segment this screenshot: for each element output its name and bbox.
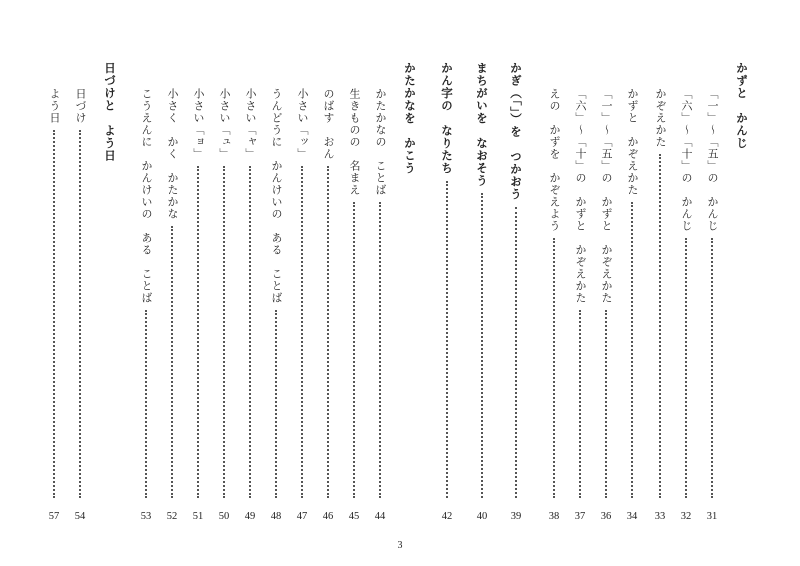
toc-section [399, 62, 421, 522]
toc-entry [543, 88, 565, 522]
toc-section [436, 62, 458, 522]
toc-page-number: 49 [244, 511, 256, 522]
leader-dots [353, 202, 355, 498]
toc-title: 「一」〜「五」の かずと かぞえかた [600, 88, 613, 304]
leader-dots [197, 166, 199, 498]
toc-page-number: 32 [680, 511, 692, 522]
leader-dots [659, 154, 661, 498]
toc-entry [265, 88, 287, 522]
leader-dots [579, 310, 581, 498]
toc-section [471, 62, 493, 522]
toc-title: 日づけと よう日 [103, 62, 117, 162]
toc-title: かずと かんじ [735, 62, 749, 150]
toc-entry [701, 88, 723, 522]
toc-title: 「一」〜「五」の かんじ [706, 88, 719, 232]
leader-dots [711, 238, 713, 498]
leader-dots [446, 181, 448, 499]
toc-title: かずと かぞえかた [626, 88, 639, 196]
toc-entry [239, 88, 261, 522]
leader-dots [53, 130, 55, 498]
toc-entry [649, 88, 671, 522]
leader-dots [481, 193, 483, 498]
leader-dots [171, 226, 173, 498]
leader-dots [327, 166, 329, 498]
toc-title: かぎ（「」）を つかおう [509, 62, 523, 201]
toc-entry [621, 88, 643, 522]
toc-page-number: 53 [140, 511, 152, 522]
leader-dots [631, 202, 633, 498]
leader-dots [223, 166, 225, 498]
toc-entry [43, 88, 65, 522]
toc-title: 「六」〜「十」の かずと かぞえかた [574, 88, 587, 304]
toc-section [731, 62, 753, 522]
toc-title: 小さく かく かたかな [166, 88, 179, 220]
page-number: 3 [397, 540, 403, 551]
toc-title: よう日 [48, 88, 61, 124]
toc-page-number: 57 [48, 511, 60, 522]
toc-page-number: 39 [510, 511, 522, 522]
toc-section [505, 62, 527, 522]
toc-page-number: 54 [74, 511, 86, 522]
toc-title: かたかなの ことば [374, 88, 387, 196]
toc-title: こうえんに かんけいの ある ことば [140, 88, 153, 304]
toc-entry [161, 88, 183, 522]
leader-dots [379, 202, 381, 498]
toc-title: かん字の なりたち [440, 62, 454, 175]
toc-entry [69, 88, 91, 522]
toc-title: 日づけ [74, 88, 87, 124]
toc-page-number: 36 [600, 511, 612, 522]
toc-page-number: 42 [441, 511, 453, 522]
toc-title: まちがいを なおそう [475, 62, 489, 187]
leader-dots [275, 310, 277, 498]
leader-dots [605, 310, 607, 498]
leader-dots [145, 310, 147, 498]
toc-entry [187, 88, 209, 522]
toc-entry [343, 88, 365, 522]
toc-title: かぞえかた [654, 88, 667, 148]
toc-page-number: 47 [296, 511, 308, 522]
toc-page-number: 38 [548, 511, 560, 522]
toc-page-number: 52 [166, 511, 178, 522]
toc-entry [675, 88, 697, 522]
leader-dots [553, 238, 555, 498]
toc-section [99, 62, 121, 522]
toc-page-number: 50 [218, 511, 230, 522]
toc-page-number: 48 [270, 511, 282, 522]
toc-page-number: 37 [574, 511, 586, 522]
toc-page-number: 33 [654, 511, 666, 522]
toc-page-number: 44 [374, 511, 386, 522]
leader-dots [685, 238, 687, 498]
toc-title: 生きものの 名まえ [348, 88, 361, 196]
toc-page-number: 46 [322, 511, 334, 522]
toc-page-number: 40 [476, 511, 488, 522]
leader-dots [249, 166, 251, 498]
toc-page-number: 34 [626, 511, 638, 522]
toc-entry [369, 88, 391, 522]
toc-entry [595, 88, 617, 522]
toc-title: うんどうに かんけいの ある ことば [270, 88, 283, 304]
toc-entry [291, 88, 313, 522]
toc-page-number: 51 [192, 511, 204, 522]
toc-entry [569, 88, 591, 522]
toc-title: えの かずを かぞえよう [548, 88, 561, 232]
toc-title: 小さい「ャ」 [244, 88, 257, 160]
leader-dots [515, 207, 517, 499]
toc-title: 「六」〜「十」の かんじ [680, 88, 693, 232]
toc-entry [213, 88, 235, 522]
toc-entry [317, 88, 339, 522]
leader-dots [301, 166, 303, 498]
leader-dots [79, 130, 81, 498]
toc-title: 小さい「ッ」 [296, 88, 309, 160]
toc-title: 小さい「ュ」 [218, 88, 231, 160]
toc-page-number: 31 [706, 511, 718, 522]
toc-title: かたかなを かこう [403, 62, 417, 175]
toc-title: 小さい「ョ」 [192, 88, 205, 160]
toc-title: のばす おん [322, 88, 335, 160]
toc-page-number: 45 [348, 511, 360, 522]
toc-entry [135, 88, 157, 522]
